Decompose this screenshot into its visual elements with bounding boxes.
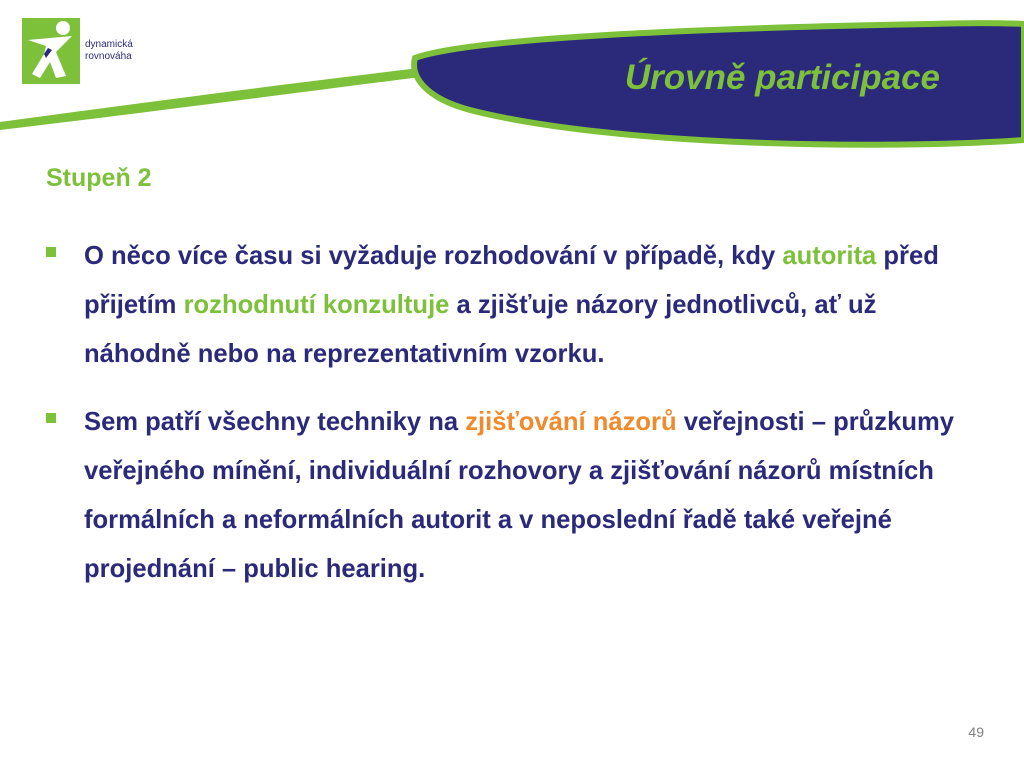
logo xyxy=(22,18,133,84)
bullet-text-1 xyxy=(84,232,966,379)
bullet-item-1 xyxy=(46,232,966,379)
page-number: 49 xyxy=(968,724,984,740)
bullet-list xyxy=(46,232,966,613)
subheading: Stupeň 2 xyxy=(46,164,152,192)
bullet-square-icon xyxy=(46,247,56,257)
bullet-1-text-a: O něco více času si vyžaduje rozhodování v případě, kdy xyxy=(84,242,783,270)
highlight-autorita: autorita xyxy=(782,242,877,270)
logo-text xyxy=(85,39,133,63)
bullet-item-2 xyxy=(46,398,966,594)
bullet-text-2 xyxy=(84,398,966,594)
highlight-rozhodnuti-konzultuje: rozhodnutí konzultuje xyxy=(183,291,450,319)
bullet-1-text-c: a zjišťuje názory jednotlivců, ať už náhodně nebo na reprezentativním vzorku. xyxy=(84,291,877,368)
bullet-2-text-b: veřejnosti – průzkumy veřejného mínění, individuální rozhovory a zjišťování názorů místních formálních a neformálních autorit a v neposlední řadě také veřejné projednání – public hearing. xyxy=(84,408,954,583)
highlight-zjistovani-nazoru: zjišťování názorů xyxy=(465,408,677,436)
logo-text-line-1: dynamická xyxy=(85,39,133,50)
running-figure-logo-icon xyxy=(22,18,80,84)
bullet-1-text-b: před přijetím xyxy=(84,242,939,319)
slide-title: Úrovně participace xyxy=(624,58,940,97)
bullet-2-text-a: Sem patří všechny techniky na xyxy=(84,408,466,436)
logo-text-line-2: rovnováha xyxy=(85,51,132,62)
bullet-square-icon xyxy=(46,413,56,423)
